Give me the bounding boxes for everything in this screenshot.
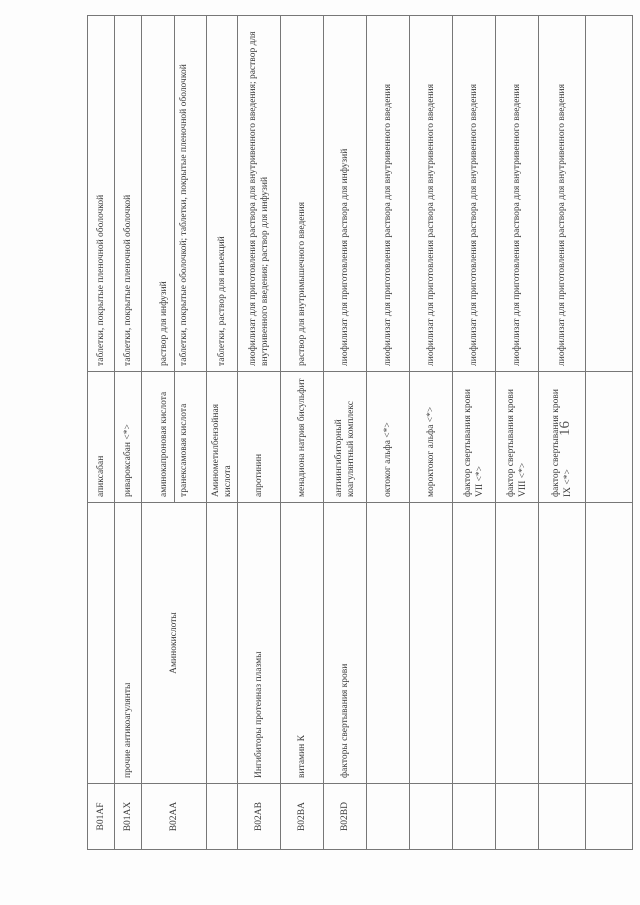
substance-cell: фактор свертывания крови VIII <*> (496, 372, 539, 503)
group-cell: витамин К (281, 503, 324, 784)
atc-code-cell: B02BA (281, 784, 324, 850)
atc-code-cell (496, 784, 539, 850)
page-number: 16 (557, 421, 573, 436)
table-row (367, 16, 410, 850)
group-cell: Аминокислоты (142, 503, 207, 784)
form-cell: таблетки, раствор для инъекций (207, 16, 238, 372)
table-row (115, 16, 142, 850)
form-cell: лиофилизат для приготовления раствора для внутривенного введения (367, 16, 410, 372)
atc-code-cell: B01AF (88, 784, 115, 850)
group-cell: прочие антикоагулянты (115, 503, 142, 784)
atc-code-cell (367, 784, 410, 850)
form-cell: лиофилизат для приготовления раствора для внутривенного введения; раствор для внутривенного введения; раствор для инфузий (238, 16, 281, 372)
form-cell (586, 16, 633, 372)
group-cell (453, 503, 496, 784)
table-row (586, 16, 633, 850)
substance-cell: октоког альфа <*> (367, 372, 410, 503)
form-cell (142, 16, 207, 372)
table-row (324, 16, 367, 850)
atc-code-cell (207, 784, 238, 850)
group-cell: Ингибиторы протеиназ плазмы (238, 503, 281, 784)
form-cell: лиофилизат для приготовления раствора для внутривенного введения (496, 16, 539, 372)
substance-cell: ривароксабан <*> (115, 372, 142, 503)
substance-cell: Аминометилбензойная кислота (207, 372, 238, 503)
substance-text-2: транексамовая кислота (174, 372, 190, 502)
form-text-2: таблетки, покрытые оболочкой; таблетки, покрытые пленочной оболочкой (174, 16, 190, 371)
atc-code-cell (586, 784, 633, 850)
rotated-table-container (87, 31, 587, 850)
form-cell: лиофилизат для приготовления раствора для внутривенного введения (539, 16, 586, 372)
form-cell: таблетки, покрытые пленочной оболочкой (115, 16, 142, 372)
atc-code-cell: B01AX (115, 784, 142, 850)
form-cell: раствор для внутримышечного введения (281, 16, 324, 372)
table-row (142, 16, 207, 850)
form-cell: таблетки, покрытые пленочной оболочкой (88, 16, 115, 372)
group-cell (410, 503, 453, 784)
form-cell: лиофилизат для приготовления раствора для внутривенного введения (453, 16, 496, 372)
group-cell (88, 503, 115, 784)
form-cell: лиофилизат для приготовления раствора для инфузий (324, 16, 367, 372)
substance-cell (586, 372, 633, 503)
atc-code-cell (410, 784, 453, 850)
atc-code-cell: B02AB (238, 784, 281, 850)
drug-table (87, 15, 633, 850)
substance-cell: фактор свертывания крови IX <*> (539, 372, 586, 503)
substance-cell: фактор свертывания крови VII <*> (453, 372, 496, 503)
atc-code-cell: B02BD (324, 784, 367, 850)
substance-cell: апиксабан (88, 372, 115, 503)
form-text: раствор для инфузий (159, 281, 169, 366)
substance-cell: антиингибиторный коагулянтный комплекс (324, 372, 367, 503)
substance-cell: менадиона натрия бисульфит (281, 372, 324, 503)
table-row (88, 16, 115, 850)
table-row (496, 16, 539, 850)
table-row (410, 16, 453, 850)
group-cell (367, 503, 410, 784)
table-row (453, 16, 496, 850)
table-row (207, 16, 238, 850)
table-row (238, 16, 281, 850)
table-row (281, 16, 324, 850)
atc-code-cell (539, 784, 586, 850)
form-cell: лиофилизат для приготовления раствора для внутривенного введения (410, 16, 453, 372)
substance-cell: апротинин (238, 372, 281, 503)
group-cell (539, 503, 586, 784)
substance-text: аминокапроновая кислота (159, 391, 169, 497)
substance-cell (142, 372, 207, 503)
group-cell (586, 503, 633, 784)
atc-code-cell: B02AA (142, 784, 207, 850)
group-cell (496, 503, 539, 784)
group-cell: факторы свертывания крови (324, 503, 367, 784)
substance-cell: мороктоког альфа <*> (410, 372, 453, 503)
atc-code-cell (453, 784, 496, 850)
group-cell (207, 503, 238, 784)
